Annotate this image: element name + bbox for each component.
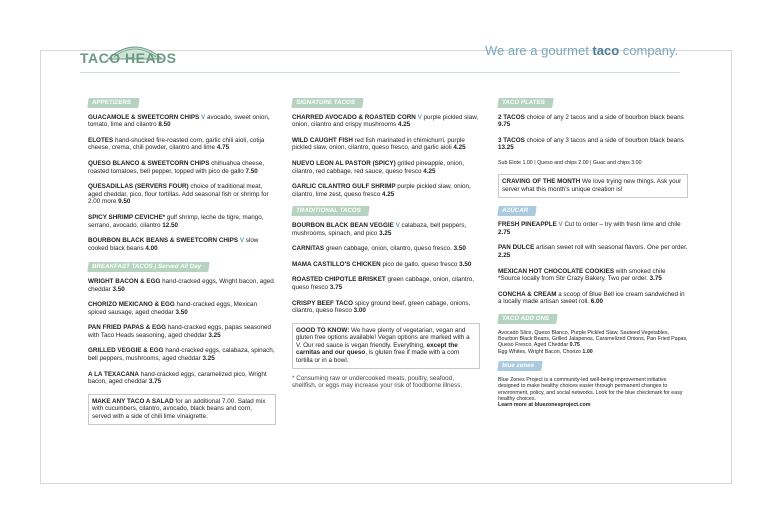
item-price: 3.75 bbox=[329, 283, 343, 291]
item-name: QUESADILLAS (SERVERS FOUR) bbox=[88, 183, 189, 191]
item-description: chihuahua cheese, roasted tomatoes, bell pepper, topped with pico de gallo bbox=[88, 159, 265, 175]
item-price: 9.50 bbox=[118, 198, 131, 206]
item-price: 3.50 bbox=[453, 245, 466, 253]
column-appetizers bbox=[88, 98, 276, 425]
menu-item bbox=[88, 347, 276, 362]
item-price: 4.25 bbox=[453, 144, 466, 152]
item-description: pico de gallo, queso fresco bbox=[380, 260, 460, 268]
item-price: 3.00 bbox=[353, 307, 366, 315]
item-name: PAN DULCE bbox=[498, 244, 535, 252]
bluezones-logo: blue zones bbox=[497, 361, 542, 371]
menu-item bbox=[498, 244, 688, 259]
item-description: a scoop of Blue Bell ice cream sandwiched in a locally made artisan sweet roll. bbox=[498, 290, 685, 306]
item-name: CHARRED AVOCADO & ROASTED CORN bbox=[292, 113, 416, 121]
menu-item bbox=[88, 160, 276, 175]
item-name: FRESH PINEAPPLE bbox=[498, 221, 557, 229]
menu-item bbox=[498, 137, 688, 152]
menu-item bbox=[88, 237, 276, 252]
item-description: slow cooked black beans bbox=[88, 237, 259, 252]
menu-item bbox=[292, 183, 480, 198]
item-price: 3.25 bbox=[202, 355, 215, 363]
section-tag-addons: TACO ADD ONS bbox=[497, 314, 557, 324]
item-price: 3.25 bbox=[379, 229, 392, 237]
menu-item bbox=[88, 214, 276, 229]
item-description: hand-cracked eggs, Mexican spiced sausage, aged cheddar bbox=[88, 301, 258, 316]
menu-item bbox=[88, 371, 276, 386]
item-name: BOURBON BLACK BEAN VEGGIE bbox=[292, 221, 394, 229]
vegan-mark: V bbox=[417, 113, 422, 121]
item-description: artisan sweet roll with seasonal flavors. One per order. bbox=[534, 244, 688, 252]
section-tag-signature: SIGNATURE TACOS bbox=[291, 98, 363, 108]
vegan-mark: V bbox=[201, 113, 206, 121]
bluezones-text: Blue Zones Project is a community-led well-being improvement initiative designed to make healthy choices easier through permanent changes to environment, policy, and social networks. Look for the blue checkmark for easy healthy choices. Learn more at bluezonesproject.com bbox=[498, 376, 683, 409]
item-price: 3.50 bbox=[175, 308, 188, 316]
menu-item bbox=[292, 137, 480, 152]
menu-item bbox=[292, 261, 480, 269]
section-tag-appetizers: APPETIZERS bbox=[87, 98, 139, 108]
item-price: 4.75 bbox=[216, 144, 230, 152]
section-tag-traditional: TRADITIONAL TACOS bbox=[291, 206, 369, 216]
vegan-mark: V bbox=[395, 221, 400, 229]
vegan-mark: V bbox=[239, 237, 245, 245]
tagline: We are a gourmet taco company. bbox=[485, 43, 679, 58]
item-name: A LA TEXACANA bbox=[88, 370, 139, 378]
item-price: 6.00 bbox=[590, 298, 604, 306]
good-to-know-box: GOOD TO KNOW: We have plenty of vegetarian, vegan and gluten free options available! Vegan options are marked with a V. Our red sauce is vegan friendly. Everything, except the carnitas and our queso, is gluten free if made with a corn tortilla or in a bowl. bbox=[292, 323, 480, 369]
item-description: purple pickled slaw, onion, cilantro, lime zest, queso fresco bbox=[292, 183, 471, 198]
item-name: CRISPY BEEF TACO bbox=[292, 299, 353, 307]
item-price: 3.75 bbox=[649, 275, 662, 283]
menu-item bbox=[88, 137, 276, 152]
item-price: 3.50 bbox=[459, 260, 472, 268]
item-description: green cabbage, onion, cilantro, queso fresco bbox=[292, 276, 474, 291]
item-name: MEXICAN HOT CHOCOLATE COOKIES bbox=[498, 267, 615, 275]
menu-item bbox=[292, 160, 480, 175]
item-description: avocado, sweet onion, tomato, lime and cilantro bbox=[88, 113, 270, 129]
item-price: 3.25 bbox=[208, 331, 221, 339]
item-description: Cut to order – try with fresh lime and chile bbox=[562, 221, 681, 229]
item-description: hand-cracked eggs, Wright bacon, aged cheddar bbox=[88, 277, 274, 293]
item-description: purple pickled slaw, onion, cilantro and crispy mushrooms bbox=[292, 113, 479, 129]
item-price: 4.25 bbox=[398, 121, 411, 129]
menu-item bbox=[292, 245, 480, 253]
item-price: 4.25 bbox=[381, 190, 395, 198]
item-name: GRILLED VEGGIE & EGG bbox=[88, 347, 164, 355]
item-description: grilled pineapple, onion, cilantro, red cabbage, red sauce, queso fresco bbox=[292, 159, 464, 175]
sides-line: Sub Elote 1.00 | Queso and chips 2.00 | Guac and chips 3.00 bbox=[498, 159, 642, 166]
item-name: 2 TACOS bbox=[498, 113, 525, 121]
item-description: gulf shrimp, leche de tigre, mango, serrano, avocado, cilantro bbox=[88, 213, 264, 229]
item-price: 8.50 bbox=[158, 121, 171, 129]
menu-item bbox=[88, 114, 276, 129]
item-name: SPICY SHRIMP CEVICHE* bbox=[88, 213, 166, 221]
item-description: red fish marinated in chimichurri, purple pickled slaw, onion, cilantro, queso fresco, and garlic aioli bbox=[292, 136, 465, 152]
item-description: choice of traditional meat, aged cheddar, pico, flour tortillas. Add seasonal fish or shrimp for 2.00 more bbox=[88, 183, 269, 206]
menu-item bbox=[292, 114, 480, 129]
menu-item bbox=[498, 221, 688, 236]
item-price: 4.25 bbox=[423, 167, 436, 175]
item-name: CARNITAS bbox=[292, 245, 325, 253]
item-name: QUESO BLANCO & SWEETCORN CHIPS bbox=[88, 159, 210, 167]
section-tag-azucar: AZÚCAR bbox=[497, 206, 536, 216]
item-price: 2.75 bbox=[498, 228, 511, 236]
vegan-mark: V bbox=[558, 221, 563, 229]
menu-item bbox=[292, 222, 480, 237]
brand-name: TACO HEADS bbox=[80, 50, 177, 66]
item-description: hand-cracked eggs, caramelized pico, Wright bacon, aged cheddar bbox=[88, 370, 267, 386]
item-name: WILD CAUGHT FISH bbox=[292, 136, 353, 144]
item-description: hand-cracked eggs, papas seasoned with Taco Heads seasoning, aged cheddar bbox=[88, 324, 272, 339]
item-name: CONCHA & CREAM bbox=[498, 290, 557, 298]
item-name: GARLIC CILANTRO GULF SHRIMP bbox=[292, 183, 396, 191]
menu-item bbox=[498, 291, 688, 306]
item-description: spicy ground beef, green cabage, onions, cilantro, queso fresco bbox=[292, 299, 471, 315]
item-description: hand-shucked fire-roasted corn, garlic chili aioli, cotija cheese, crema, chili powder, cilantro and lime bbox=[88, 136, 265, 152]
item-name: MAMA CASTILLO'S CHICKEN bbox=[292, 260, 381, 268]
item-price: 13.25 bbox=[498, 144, 514, 152]
menu-item bbox=[292, 276, 480, 291]
menu-item bbox=[88, 301, 276, 316]
item-price: 2.25 bbox=[498, 251, 511, 259]
addons-text: Avocado Slice, Queso Blanco, Purple Pickled Slaw, Sauteed Vegetables, Bourbon Black Beans, Grilled Jalapenos, Caramelized Onions, Pan Fried Papas, Queso Fresco, Aged Cheddar 0.75 Egg Whites, Wright Bacon, Chorizo 1.00 bbox=[498, 329, 688, 355]
item-name: BOURBON BLACK BEANS & SWEETCORN CHIPS bbox=[88, 237, 239, 245]
item-price: 3.75 bbox=[148, 378, 162, 386]
menu-item bbox=[88, 324, 276, 339]
item-description: with smoked chile *Source locally from Stir Crazy Bakery. Two per order. bbox=[498, 267, 666, 283]
menu-item bbox=[498, 114, 688, 129]
menu-item bbox=[88, 183, 276, 206]
section-tag-breakfast: BREAKFAST TACOS | Served All Day bbox=[87, 262, 209, 272]
item-description: calabaza, bell peppers, mushrooms, spinach, and pico bbox=[292, 221, 467, 237]
item-description: choice of any 3 tacos and a side of bourbon black beans bbox=[524, 136, 684, 144]
menu-item bbox=[88, 278, 276, 293]
menu-item bbox=[292, 300, 480, 315]
item-price: 3.50 bbox=[112, 285, 125, 293]
header-divider bbox=[80, 72, 680, 73]
item-price: 9.75 bbox=[498, 121, 511, 129]
item-name: CHORIZO MEXICANO & EGG bbox=[88, 301, 175, 309]
menu-item bbox=[498, 268, 688, 283]
column-plates bbox=[498, 98, 688, 409]
salad-box: MAKE ANY TACO A SALAD for an additional 7.00. Salad mix with cucumbers, cilantro, avocado, black beans and corn, served with a side of chili lime vinaigrette. bbox=[88, 394, 276, 425]
item-name: GUACAMOLE & SWEETCORN CHIPS bbox=[88, 113, 200, 121]
item-name: WRIGHT BACON & EGG bbox=[88, 277, 161, 285]
section-tag-plates: TACO PLATES bbox=[497, 98, 553, 108]
item-name: ELOTES bbox=[88, 136, 114, 144]
item-name: ROASTED CHIPOTLE BRISKET bbox=[292, 276, 386, 284]
item-name: NUEVO LEON AL PASTOR (SPICY) bbox=[292, 159, 396, 167]
craving-box: CRAVING OF THE MONTH We love trying new things. Ask your server what this month's unique creation is! bbox=[498, 174, 688, 197]
item-price: 12.50 bbox=[162, 221, 178, 229]
item-description: choice of any 2 tacos and a side of bourbon black beans bbox=[524, 113, 684, 121]
item-description: hand-cracked eggs, calabaza, spinach, bell peppers, mushrooms, aged cheddar bbox=[88, 347, 275, 363]
column-tacos bbox=[292, 98, 480, 390]
item-price: 7.50 bbox=[245, 167, 258, 175]
item-name: 3 TACOS bbox=[498, 136, 525, 144]
item-name: PAN FRIED PAPAS & EGG bbox=[88, 324, 167, 332]
foodborne-disclaimer: * Consuming raw or undercooked meats, poultry, seafood, shellfish, or eggs may increase your risk of foodborne illness. bbox=[292, 374, 463, 390]
item-description: green cabbage, onion, cilantro, queso fresco. bbox=[324, 245, 454, 253]
item-price: 4.00 bbox=[145, 244, 158, 252]
